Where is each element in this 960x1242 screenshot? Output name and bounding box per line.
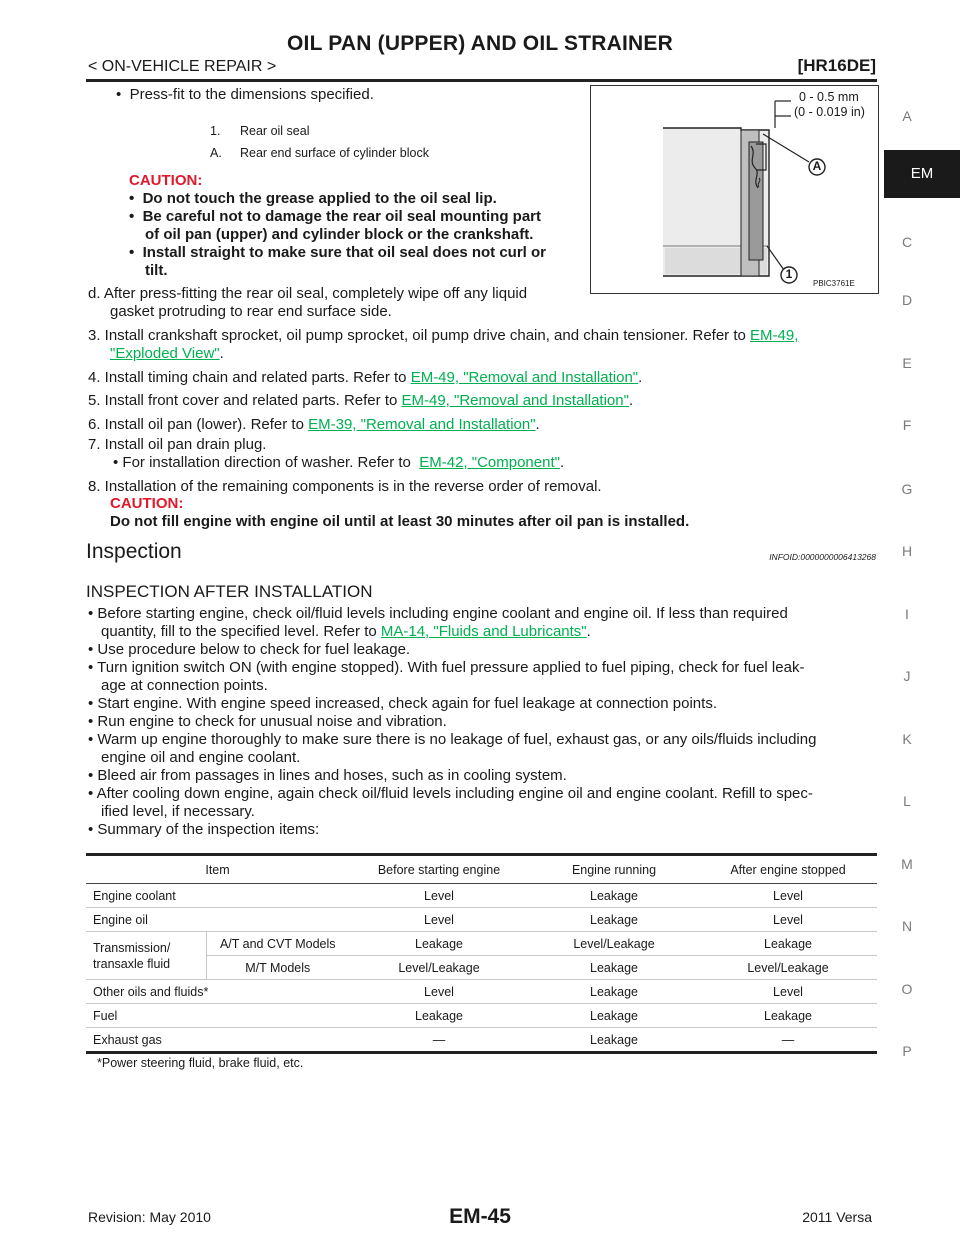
index-letter-p[interactable]: P xyxy=(902,1043,912,1059)
table-cell: A/T and CVT Models xyxy=(206,932,349,956)
index-letter-f[interactable]: F xyxy=(902,417,912,433)
table-cell: Exhaust gas xyxy=(86,1028,349,1053)
legend-item-1: 1. Rear oil seal xyxy=(210,124,310,138)
link-em39-removal-installation[interactable]: EM-39, "Removal and Installation" xyxy=(308,416,536,433)
table-header-cell: Before starting engine xyxy=(349,855,529,884)
table-header-cell: After engine stopped xyxy=(699,855,877,884)
step-d-line-2: gasket protruding to rear end surface side. xyxy=(110,303,392,320)
caution-text-2: Do not fill engine with engine oil until at least 30 minutes after oil pan is installed. xyxy=(110,513,690,530)
link-exploded-view-cont[interactable]: "Exploded View" xyxy=(110,345,220,362)
inspection-bullet-6: • Warm up engine thoroughly to make sure there is no leakage of fuel, exhaust gas, or any oils/fluids including xyxy=(88,731,817,748)
inspection-items-table xyxy=(86,853,877,1054)
step-d-line-1: d. After press-fitting the rear oil seal, completely wipe off any liquid xyxy=(88,285,528,302)
table-cell: Engine oil xyxy=(86,908,349,932)
link-ma14-fluids-lubricants[interactable]: MA-14, "Fluids and Lubricants" xyxy=(380,623,587,640)
index-letter-m[interactable]: M xyxy=(901,856,913,872)
inspection-bullet-8-cont: ified level, if necessary. xyxy=(101,803,255,820)
index-tab-em-active[interactable]: EM xyxy=(884,150,960,198)
index-letter-d[interactable]: D xyxy=(901,292,913,308)
inspection-bullet-9: • Summary of the inspection items: xyxy=(88,821,320,838)
table-cell: Level xyxy=(699,884,877,908)
dimension-mm-label: 0 - 0.5 mm xyxy=(799,90,859,104)
callout-1-label: 1 xyxy=(785,267,793,281)
table-cell: Leakage xyxy=(529,884,699,908)
table-cell: Level xyxy=(699,908,877,932)
page-title: OIL PAN (UPPER) AND OIL STRAINER xyxy=(287,32,673,55)
footer-vehicle: 2011 Versa xyxy=(802,1209,872,1225)
step-8: 8. Installation of the remaining components is in the reverse order of removal. xyxy=(88,478,602,495)
index-letter-c[interactable]: C xyxy=(901,234,913,250)
link-em42-component[interactable]: EM-42, "Component" xyxy=(419,454,560,471)
table-cell: Level xyxy=(349,908,529,932)
table-footnote: *Power steering fluid, brake fluid, etc. xyxy=(97,1056,304,1070)
inspection-bullet-1-cont: quantity, fill to the specified level. Refer to MA-14, "Fluids and Lubricants". xyxy=(101,623,591,640)
table-row xyxy=(86,908,877,932)
table-cell: M/T Models xyxy=(206,956,349,980)
table-cell: Level xyxy=(349,884,529,908)
inspection-bullet-3-cont: age at connection points. xyxy=(101,677,268,694)
bullet-press-fit: • Press-fit to the dimensions specified. xyxy=(116,86,374,103)
caution-item-3: • Install straight to make sure that oil seal does not curl or xyxy=(129,244,547,261)
inspection-bullet-4: • Start engine. With engine speed increased, check again for fuel leakage at connection points. xyxy=(88,695,717,712)
step-3-cont: "Exploded View". xyxy=(110,345,224,362)
section-heading-inspection: Inspection xyxy=(86,540,182,563)
figure-code: PBIC3761E xyxy=(813,279,855,288)
table-cell: Leakage xyxy=(529,980,699,1004)
step-4: 4. Install timing chain and related parts. Refer to EM-49, "Removal and Installation". xyxy=(88,369,643,386)
subheading-inspection-after-installation: INSPECTION AFTER INSTALLATION xyxy=(86,582,373,601)
caution-item-2-cont: of oil pan (upper) and cylinder block or the crankshaft. xyxy=(145,226,534,243)
header-rule xyxy=(86,79,877,82)
caution-item-2: • Be careful not to damage the rear oil seal mounting part xyxy=(129,208,542,225)
inspection-bullet-1: • Before starting engine, check oil/fluid levels including engine coolant and engine oil. If less than required xyxy=(88,605,788,622)
table-cell: Level xyxy=(349,980,529,1004)
footer-revision: Revision: May 2010 xyxy=(88,1209,211,1225)
table-cell: Leakage xyxy=(529,1028,699,1053)
step-5: 5. Install front cover and related parts. Refer to EM-49, "Removal and Installation". xyxy=(88,392,634,409)
table-cell: Leakage xyxy=(349,1004,529,1028)
index-letter-a[interactable]: A xyxy=(902,108,912,124)
index-letter-k[interactable]: K xyxy=(902,731,912,747)
table-row xyxy=(86,884,877,908)
table-cell: Leakage xyxy=(529,1004,699,1028)
table-cell: Level/Leakage xyxy=(529,932,699,956)
inspection-bullet-7: • Bleed air from passages in lines and hoses, such as in cooling system. xyxy=(88,767,567,784)
index-letter-g[interactable]: G xyxy=(901,481,913,497)
table-cell: Level/Leakage xyxy=(349,956,529,980)
index-letter-l[interactable]: L xyxy=(903,793,911,809)
caution-item-3-cont: tilt. xyxy=(145,262,168,279)
table-cell: Other oils and fluids* xyxy=(86,980,349,1004)
table-cell: Level xyxy=(699,980,877,1004)
engine-model-label: [HR16DE] xyxy=(797,56,876,75)
inspection-bullet-5: • Run engine to check for unusual noise and vibration. xyxy=(88,713,447,730)
table-header-cell: Item xyxy=(86,855,349,884)
step-7: 7. Install oil pan drain plug. xyxy=(88,436,267,453)
inspection-bullet-8: • After cooling down engine, again check oil/fluid levels including engine oil and engine coolant. Refill to spec- xyxy=(88,785,813,802)
callout-a-label: A xyxy=(812,159,822,173)
table-cell: Engine coolant xyxy=(86,884,349,908)
index-letter-i[interactable]: I xyxy=(905,606,909,622)
rear-oil-seal-figure xyxy=(590,85,879,294)
page-number: EM-45 xyxy=(449,1205,511,1228)
legend-item-a: A. Rear end surface of cylinder block xyxy=(210,146,429,160)
caution-label-2: CAUTION: xyxy=(110,495,184,512)
info-id: INFOID:0000000006413268 xyxy=(769,552,876,562)
link-em49-exploded-view[interactable]: EM-49, xyxy=(750,327,799,344)
breadcrumb: < ON-VEHICLE REPAIR > xyxy=(88,58,277,75)
table-cell: Leakage xyxy=(529,956,699,980)
table-row xyxy=(86,1028,877,1053)
step-6: 6. Install oil pan (lower). Refer to EM-39, "Removal and Installation". xyxy=(88,416,540,433)
step-3: 3. Install crankshaft sprocket, oil pump sprocket, oil pump drive chain, and chain tensioner. Refer to EM-49, xyxy=(88,327,799,344)
inspection-bullet-6-cont: engine oil and engine coolant. xyxy=(101,749,301,766)
table-header-cell: Engine running xyxy=(529,855,699,884)
table-cell: Leakage xyxy=(699,1004,877,1028)
index-letter-e[interactable]: E xyxy=(902,355,912,371)
table-cell: Leakage xyxy=(699,932,877,956)
table-row xyxy=(86,980,877,1004)
caution-label-1: CAUTION: xyxy=(129,172,203,189)
table-row xyxy=(86,1004,877,1028)
table-cell: Level/Leakage xyxy=(699,956,877,980)
inspection-bullet-3: • Turn ignition switch ON (with engine stopped). With fuel pressure applied to fuel piping, check for fuel leak- xyxy=(88,659,805,676)
index-letter-h[interactable]: H xyxy=(901,543,913,559)
inspection-bullet-2: • Use procedure below to check for fuel leakage. xyxy=(88,641,411,658)
dimension-inch-label: (0 - 0.019 in) xyxy=(794,105,865,119)
table-cell: — xyxy=(349,1028,529,1053)
caution-item-1: • Do not touch the grease applied to the oil seal lip. xyxy=(129,190,497,207)
table-header-row xyxy=(86,855,877,884)
link-em49-removal-installation-2[interactable]: EM-49, "Removal and Installation" xyxy=(401,392,629,409)
link-em49-removal-installation[interactable]: EM-49, "Removal and Installation" xyxy=(410,369,639,386)
index-letter-n[interactable]: N xyxy=(901,918,913,934)
table-cell-transmission: Transmission/ transaxle fluid xyxy=(86,932,206,980)
table-cell: Fuel xyxy=(86,1004,349,1028)
table-cell: — xyxy=(699,1028,877,1053)
table-cell: Leakage xyxy=(349,932,529,956)
index-letter-j[interactable]: J xyxy=(903,668,911,684)
table-cell: Leakage xyxy=(529,908,699,932)
index-letter-o[interactable]: O xyxy=(901,981,913,997)
step-7-sub: • For installation direction of washer. Refer to EM-42, "Component". xyxy=(113,454,565,471)
table-row xyxy=(86,932,877,956)
